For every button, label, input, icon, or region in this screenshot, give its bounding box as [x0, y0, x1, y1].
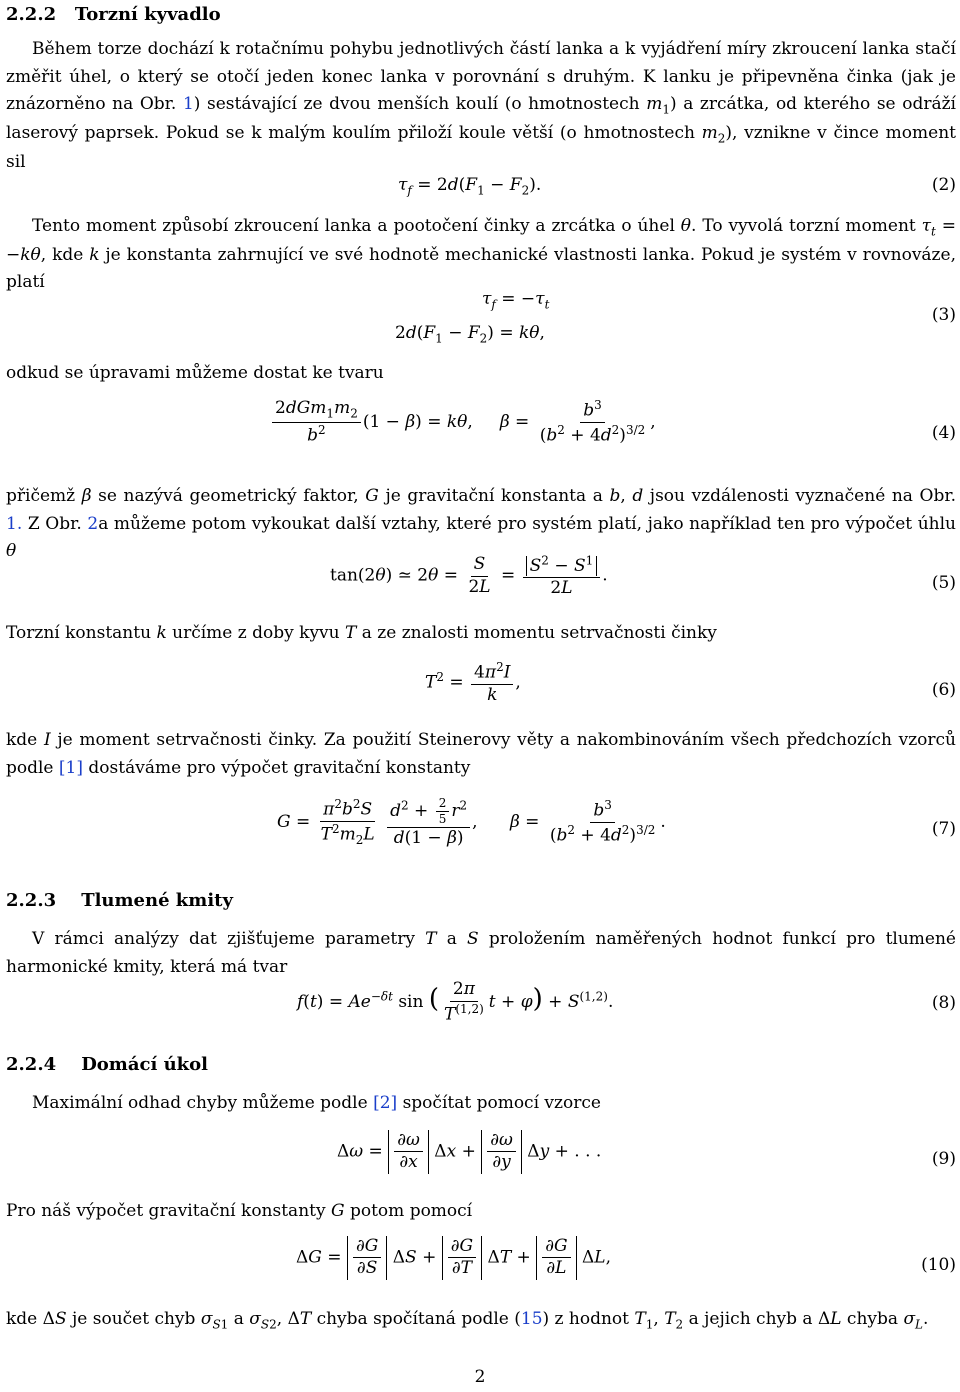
figure-ref-link[interactable]: 2 — [87, 513, 99, 534]
text-run: je moment setrvačnosti činky. Za použití Steinerovy věty a nakombinováním všech předchozích vzorců podle — [6, 730, 956, 778]
text-run: a jejich chyb a — [683, 1309, 818, 1329]
section-title: Torzní kyvadlo — [74, 4, 221, 25]
equation-number: (5) — [931, 573, 956, 593]
section-heading-2-2-3 — [6, 886, 233, 915]
text-run: ) a zrcátka, od kterého se odráží laserový paprsek. Pokud se k malým koulím přiloží koule větší (o hmotnostech — [6, 94, 956, 143]
section-number: 2.2.3 — [6, 890, 57, 911]
text-run: proložením naměřených hodnot funkcí pro tlumené harmonické kmity, která má tvar — [6, 929, 956, 977]
equation-number: (6) — [931, 680, 956, 700]
text-run: kde — [6, 730, 44, 750]
equation-number: (7) — [931, 819, 956, 839]
text-run: a ze znalosti momentu setrvačnosti činky — [356, 623, 717, 643]
text-run: jsou vzdálenosti vyznačené na Obr. — [643, 486, 956, 506]
text-run: ) sestávající ze dvou menších koulí (o hmotnostech — [193, 94, 647, 115]
paragraph-intro: Během torze dochází k rotačnímu pohybu jednotlivých částí lanka a k vyjádření míry zkroucení lanka stačí změřit úhel, o který se otočí jeden konec lanka v porovnání s druhým. K lanku je připevněna činka (jak je znázorněno na Obr. 1) sestávající ze dvou menších koulí (o hmotnostech $m_1$) a zrcátka, od kterého se odráží laserový paprsek. Pokud se k malým koulím přiloží koule větší (o hmotnostech $m_2$), vznikne v čince moment sil — [6, 39, 956, 172]
text-run: Torzní konstantu — [6, 623, 157, 643]
section-number: 2.2.4 — [6, 1054, 57, 1075]
equation-number: (9) — [931, 1149, 956, 1169]
figure-ref-link[interactable]: 1. — [6, 513, 23, 534]
text-run: V rámci analýzy dat zjišťujeme parametry — [32, 929, 426, 949]
section-title: Tlumené kmity — [81, 890, 233, 911]
paragraph-steiner: kde I je moment setrvačnosti činky. Za použití Steinerovy věty a nakombinováním všech předchozích vzorců podle [1] dostáváme pro výpočet gravitační konstanty — [6, 730, 956, 778]
text-run: přičemž — [6, 486, 82, 506]
text-run: chyba — [841, 1309, 904, 1329]
text-run: a můžeme potom vykoukat další vztahy, které pro systém platí, jako například ten pro výpočet úhlu — [98, 513, 956, 534]
text-run: je gravitační konstanta a — [378, 486, 610, 506]
section-title: Domácí úkol — [81, 1054, 208, 1075]
text-run: a — [436, 929, 468, 949]
paragraph-error-components: kde ΔS je součet chyb $\sigma_{S1}$ a $\sigma_{S2}$, ΔT chyba spočítaná podle (15) z hodnot $T_1$, $T_2$ a jejich chyb a ΔL chyba $\sigma_L$. — [6, 1309, 929, 1332]
text-run: Maximální odhad chyby můžeme podle — [32, 1093, 374, 1113]
paragraph-geometric-factor: přičemž β se nazývá geometrický faktor, G je gravitační konstanta a b, d jsou vzdálenosti vyznačené na Obr. 1. Z Obr. 2a můžeme potom vykoukat další vztahy, které pro systém platí, jako například ten pro výpočet úhlu θ — [6, 486, 956, 562]
text-run: Z Obr. — [22, 513, 88, 534]
equation-number: (10) — [921, 1255, 956, 1275]
page-number: 2 — [474, 1367, 486, 1387]
text-run: , — [276, 1309, 288, 1329]
text-run: se nazývá geometrický faktor, — [91, 486, 366, 506]
text-run: je součet chyb — [66, 1309, 201, 1329]
text-run: je konstanta zahrnující ve své hodnotě mechanické vlastnosti lanka. Pokud je systém v rovnováze, platí — [6, 244, 956, 293]
text-run: dostáváme pro výpočet gravitační konstanty — [83, 757, 471, 778]
paragraph-damped-oscillations: V rámci analýzy dat zjišťujeme parametry T a S proložením naměřených hodnot funkcí pro tlumené harmonické kmity, která má tvar — [6, 929, 956, 977]
section-heading-2-2-2 — [6, 0, 221, 29]
text-run: chyba spočítaná podle ( — [311, 1309, 521, 1329]
section-heading-2-2-4 — [6, 1050, 208, 1079]
text-run: Během torze dochází k rotačnímu pohybu jednotlivých částí lanka a k vyjádření míry zkroucení lanka stačí změřit úhel, o který se otočí jeden konec lanka v porovnání s druhým. K lanku je připevněna činka (jak je znázorněno na Obr. — [6, 39, 956, 115]
text-run: spočítat pomocí vzorce — [397, 1093, 601, 1113]
equation-number: (4) — [931, 423, 956, 443]
citation-link[interactable]: [1] — [58, 757, 83, 778]
section-number: 2.2.2 — [6, 4, 57, 25]
text-run: kde — [6, 1309, 43, 1329]
text-run: . To vyvolá torzní moment — [691, 216, 922, 236]
text-run: ) z hodnot — [542, 1309, 635, 1329]
figure-ref-link[interactable]: 1 — [182, 94, 194, 115]
text-run: Tento moment způsobí zkroucení lanka a pootočení činky a zrcátka o úhel — [32, 216, 681, 236]
text-run: ), vznikne v čince moment sil — [6, 122, 956, 172]
equation-number: (8) — [931, 993, 956, 1013]
paragraph-transform: odkud se úpravami můžeme dostat ke tvaru — [6, 363, 384, 383]
paragraph-torsion-moment: Tento moment způsobí zkroucení lanka a pootočení činky a zrcátka o úhel θ. To vyvolá torzní moment $\tau_t = -k\theta$, kde k je konstanta zahrnující ve své hodnotě mechanické vlastnosti lanka. Pokud je systém v rovnováze, platí — [6, 216, 956, 293]
paragraph-torsion-constant: Torzní konstantu k určíme z doby kyvu T a ze znalosti momentu setrvačnosti činky — [6, 623, 717, 643]
equation-number: (2) — [931, 175, 956, 195]
equation-ref-link[interactable]: 15 — [520, 1309, 543, 1329]
text-run: určíme z doby kyvu — [166, 623, 346, 643]
text-run: potom pomocí — [344, 1201, 473, 1221]
text-run: , kde — [40, 244, 90, 265]
paragraph-error-estimate — [32, 1090, 601, 1118]
equation-number: (3) — [931, 305, 956, 325]
citation-link[interactable]: [2] — [373, 1093, 398, 1113]
text-run: a — [228, 1309, 250, 1329]
paragraph-gravity-error: Pro náš výpočet gravitační konstanty G potom pomocí — [6, 1201, 473, 1221]
text-run: Pro náš výpočet gravitační konstanty — [6, 1201, 331, 1221]
